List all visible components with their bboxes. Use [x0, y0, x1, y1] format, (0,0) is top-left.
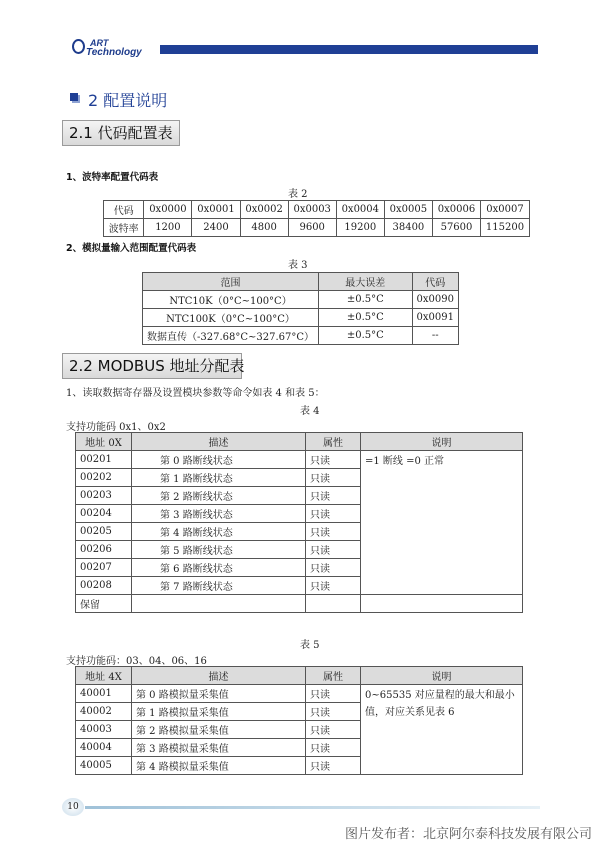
table-cell: 0x0001 — [192, 201, 240, 219]
table-header-row — [76, 433, 523, 451]
table-cell: 40002 — [76, 703, 132, 721]
table-cell: 00208 — [76, 577, 132, 595]
table-cell — [306, 595, 361, 613]
table-cell: 只读 — [306, 757, 361, 775]
table-cell: 0x0091 — [412, 309, 458, 327]
table-cell: 0x0003 — [288, 201, 336, 219]
table-cell: 0x0007 — [481, 201, 530, 219]
table5-function-codes: 支持功能码：03、04、06、16 — [66, 656, 207, 667]
table-cell: 38400 — [384, 219, 432, 237]
table-cell: 第 4 路断线状态 — [132, 523, 306, 541]
table-cell: 40003 — [76, 721, 132, 739]
table-cell: 0x0004 — [336, 201, 384, 219]
image-credit: 图片发布者：北京阿尔泰科技发展有限公司 — [344, 827, 592, 842]
table-cell: NTC10K（0°C~100°C） — [143, 291, 319, 309]
table-cell: 只读 — [306, 523, 361, 541]
table-cell: 第 1 路模拟量采集值 — [132, 703, 306, 721]
modbus-0x-table — [75, 432, 523, 613]
table-cell: 第 7 路断线状态 — [132, 577, 306, 595]
page-number: 10 — [62, 798, 84, 816]
table-cell: 第 6 路断线状态 — [132, 559, 306, 577]
table5-caption: 表 5 — [300, 640, 320, 651]
table-cell: 40005 — [76, 757, 132, 775]
column-header: 说明 — [361, 667, 523, 685]
table-cell: 第 0 路模拟量采集值 — [132, 685, 306, 703]
column-header: 属性 — [306, 433, 361, 451]
table-header-row — [76, 667, 523, 685]
table-cell: 只读 — [306, 505, 361, 523]
table-cell: 数据直传（-327.68°C~327.67°C） — [143, 327, 319, 345]
table-cell: 0x0000 — [144, 201, 192, 219]
table-cell: 1200 — [144, 219, 192, 237]
table-cell: 只读 — [306, 739, 361, 757]
column-header: 代码 — [412, 273, 458, 291]
table-row — [76, 685, 523, 703]
table-row — [76, 451, 523, 469]
table-cell: ±0.5°C — [319, 291, 413, 309]
column-header: 最大误差 — [319, 273, 413, 291]
column-header: 地址 0X — [76, 433, 132, 451]
logo-text-top: ART — [90, 38, 109, 48]
table3-caption: 表 3 — [288, 260, 308, 271]
section-marker-icon — [70, 93, 78, 101]
table4-function-codes: 支持功能码 0x1、0x2 — [66, 422, 166, 433]
table-cell: 保留 — [76, 595, 132, 613]
section-title: 2 配置说明 — [88, 91, 168, 110]
table2-caption: 表 2 — [288, 189, 308, 200]
column-header: 描述 — [132, 667, 306, 685]
company-logo — [72, 38, 154, 58]
table-cell — [132, 595, 306, 613]
row-label: 代码 — [104, 201, 144, 219]
table-row — [76, 595, 523, 613]
footer-line — [85, 806, 540, 809]
column-header: 范围 — [143, 273, 319, 291]
table-cell: 只读 — [306, 559, 361, 577]
table-cell: 第 0 路断线状态 — [132, 451, 306, 469]
table-cell: ±0.5°C — [319, 327, 413, 345]
table-row — [143, 327, 459, 345]
table-cell: 只读 — [306, 541, 361, 559]
column-header: 地址 4X — [76, 667, 132, 685]
table-cell: 0x0006 — [432, 201, 480, 219]
table-cell: 只读 — [306, 703, 361, 721]
table-cell: 00207 — [76, 559, 132, 577]
table-row — [143, 291, 459, 309]
table-cell: 40004 — [76, 739, 132, 757]
table-cell: 第 4 路模拟量采集值 — [132, 757, 306, 775]
table-cell: 只读 — [306, 469, 361, 487]
subsection-heading-2-2: 2.2 MODBUS 地址分配表 — [62, 353, 242, 379]
modbus-4x-table — [75, 666, 523, 775]
table-cell: 19200 — [336, 219, 384, 237]
column-header: 属性 — [306, 667, 361, 685]
table-cell: 00201 — [76, 451, 132, 469]
item-heading-range: 2、模拟量输入范围配置代码表 — [66, 243, 197, 254]
table-cell: 只读 — [306, 577, 361, 595]
item-heading-baud: 1、波特率配置代码表 — [66, 172, 159, 183]
table-row — [104, 219, 530, 237]
table-cell: 40001 — [76, 685, 132, 703]
table-cell: 第 2 路断线状态 — [132, 487, 306, 505]
table-cell: 只读 — [306, 685, 361, 703]
table-cell: 115200 — [481, 219, 530, 237]
table-cell: 只读 — [306, 721, 361, 739]
subsection-heading-2-1: 2.1 代码配置表 — [62, 120, 180, 146]
table-cell: 第 1 路断线状态 — [132, 469, 306, 487]
header-bar — [160, 45, 538, 54]
table-cell: 00206 — [76, 541, 132, 559]
table-cell: 00203 — [76, 487, 132, 505]
table-cell: 9600 — [288, 219, 336, 237]
table-row — [104, 201, 530, 219]
note-cell: =1 断线 =0 正常 — [361, 451, 523, 595]
intro-text: 1、读取数据寄存器及设置模块参数等命令如表 4 和表 5： — [66, 388, 325, 399]
column-header: 说明 — [361, 433, 523, 451]
table-cell: 57600 — [432, 219, 480, 237]
table-row — [143, 309, 459, 327]
table-cell: NTC100K（0°C~100°C） — [143, 309, 319, 327]
table-cell: 00205 — [76, 523, 132, 541]
table-cell: 0x0090 — [412, 291, 458, 309]
table-cell — [361, 595, 523, 613]
table-cell: 0x0002 — [240, 201, 288, 219]
table-cell: -- — [412, 327, 458, 345]
table-cell: 第 3 路模拟量采集值 — [132, 739, 306, 757]
table-cell: 00202 — [76, 469, 132, 487]
table-cell: 第 2 路模拟量采集值 — [132, 721, 306, 739]
table-cell: 只读 — [306, 451, 361, 469]
input-range-table — [142, 272, 459, 345]
row-label: 波特率 — [104, 219, 144, 237]
note-cell: 0~65535 对应量程的最大和最小值，对应关系见表 6 — [361, 685, 523, 775]
table-cell: ±0.5°C — [319, 309, 413, 327]
column-header: 描述 — [132, 433, 306, 451]
table-header-row — [143, 273, 459, 291]
logo-ring-icon — [72, 39, 85, 54]
table-cell: 第 3 路断线状态 — [132, 505, 306, 523]
logo-text-bottom: Technology — [86, 47, 142, 58]
table-cell: 4800 — [240, 219, 288, 237]
table-cell: 00204 — [76, 505, 132, 523]
baud-rate-table — [103, 200, 530, 237]
table-cell: 只读 — [306, 487, 361, 505]
table-cell: 2400 — [192, 219, 240, 237]
table-cell: 0x0005 — [384, 201, 432, 219]
table4-caption: 表 4 — [300, 406, 320, 417]
table-cell: 第 5 路断线状态 — [132, 541, 306, 559]
